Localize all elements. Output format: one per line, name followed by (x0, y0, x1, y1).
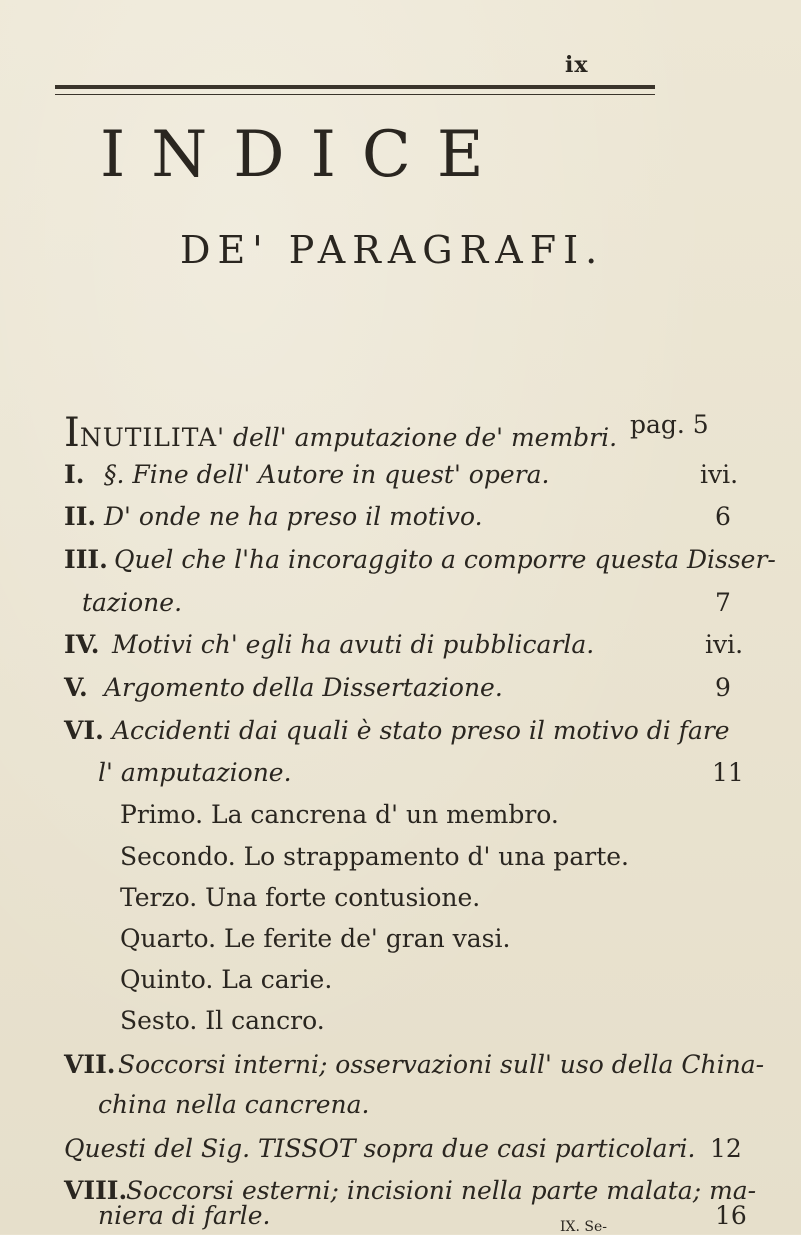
index-entry (0, 1134, 801, 1176)
index-entry (0, 1006, 801, 1048)
ornamental-rule-thin (55, 94, 655, 95)
index-entry (0, 1201, 801, 1235)
entry-page: 6 (715, 502, 731, 531)
entry-text: Soccorsi interni; osservazioni sull' uso della China- (118, 1050, 765, 1079)
entry-text: Motivi ch' egli ha avuti di pubblicarla. (112, 630, 595, 659)
entry-text: Argomento della Dissertazione. (104, 673, 503, 702)
entry-text: Quarto. Le ferite de' gran vasi. (120, 924, 511, 953)
page-title: INDICE (100, 118, 510, 192)
entry-text: tazione. (82, 588, 183, 617)
index-entry (0, 460, 801, 502)
index-entry (0, 924, 801, 966)
entry-text: l' amputazione. (98, 758, 292, 787)
entry-text: Sesto. Il cancro. (120, 1006, 325, 1035)
entry-number: VIII. (64, 1176, 128, 1205)
entry-number: V. (64, 673, 88, 702)
entry-number: II. (64, 502, 97, 531)
index-entry (0, 1090, 801, 1132)
ornamental-rule (55, 85, 655, 89)
entry-number: III. (64, 545, 108, 574)
entry-text: china nella cancrena. (98, 1090, 370, 1119)
entry-text (64, 410, 617, 456)
index-entry (0, 965, 801, 1007)
entry-page: 9 (715, 673, 731, 702)
entry-text-rest: dell' amputazione de' membri. (232, 423, 618, 452)
entry-text: Secondo. Lo strappamento d' una parte. (120, 842, 629, 871)
index-entry (0, 673, 801, 715)
index-entry (0, 502, 801, 544)
entry-text: Questi del Sig. TISSOT sopra due casi particolari. (64, 1134, 696, 1163)
entry-text: Quinto. La carie. (120, 965, 333, 994)
entry-number: VI. (64, 716, 104, 745)
index-entry (0, 410, 801, 456)
index-entry (0, 883, 801, 925)
entry-caps: NUTILITA' (79, 423, 226, 452)
entry-page: ivi. (700, 460, 739, 489)
index-entry (0, 545, 801, 587)
entry-page: 7 (715, 588, 731, 617)
initial-capital: I (64, 410, 80, 456)
entry-page: ivi. (705, 630, 744, 659)
entry-number: VII. (64, 1050, 116, 1079)
entry-page: 12 (710, 1134, 742, 1163)
entry-text: Primo. La cancrena d' un membro. (120, 800, 559, 829)
index-entry (0, 588, 801, 630)
entry-text: niera di farle. (98, 1201, 271, 1230)
entry-text: Accidenti dai quali è stato preso il motivo di fare (112, 716, 730, 745)
index-entry (0, 630, 801, 672)
index-entry (0, 758, 801, 800)
entry-page: 11 (712, 758, 744, 787)
entry-number: I. (64, 460, 85, 489)
index-entry (0, 800, 801, 842)
entry-text: §. Fine dell' Autore in quest' opera. (104, 460, 550, 489)
page-signature: ix (565, 52, 589, 78)
entry-text: D' onde ne ha preso il motivo. (104, 502, 483, 531)
catchword: IX. Se- (560, 1219, 608, 1235)
entry-text: Quel che l'ha incoraggito a comporre questa Disser- (114, 545, 776, 574)
entry-text: Soccorsi esterni; incisioni nella parte malata; ma- (126, 1176, 757, 1205)
entry-text: Terzo. Una forte contusione. (120, 883, 481, 912)
index-entry (0, 842, 801, 884)
page-subtitle: DE' PARAGRAFI. (180, 228, 605, 272)
entry-page: pag. 5 (630, 410, 709, 439)
entry-page: 16 (715, 1201, 747, 1230)
entry-number: IV. (64, 630, 100, 659)
index-entry (0, 716, 801, 758)
index-entry (0, 1050, 801, 1092)
